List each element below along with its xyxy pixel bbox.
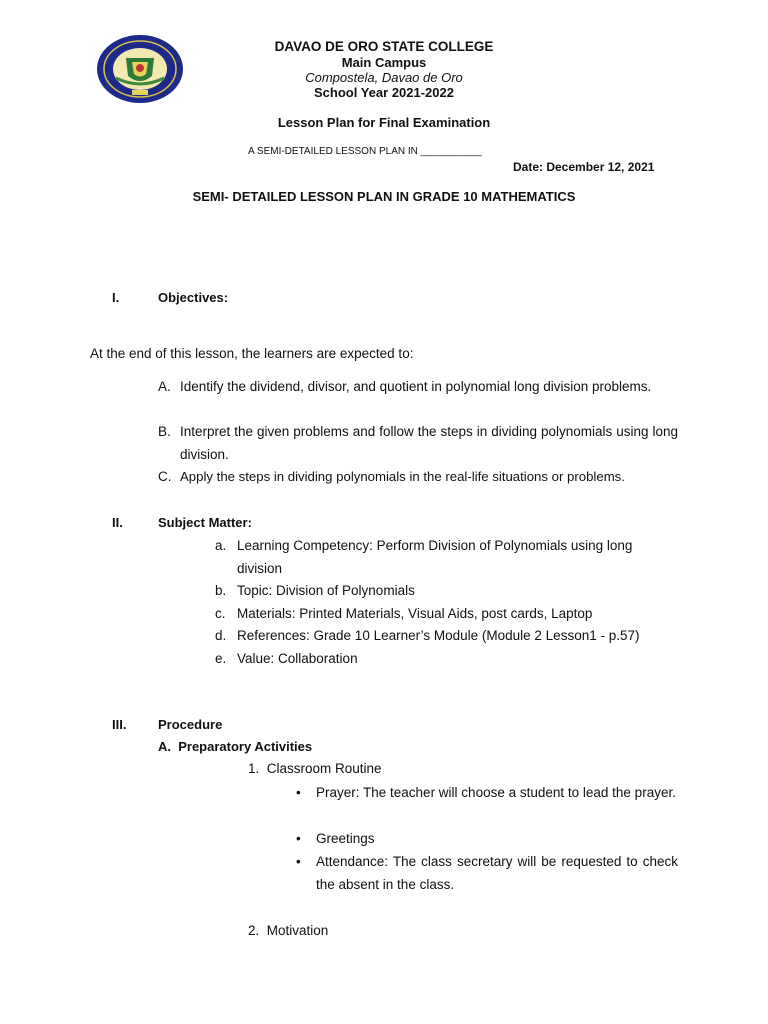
main-title: SEMI- DETAILED LESSON PLAN IN GRADE 10 MATHEMATICS xyxy=(192,189,576,204)
step-motivation: 2. Motivation xyxy=(248,923,329,938)
item-text: Learning Competency: Perform Division of Polynomials using long division xyxy=(237,538,633,576)
subject-item xyxy=(215,535,678,580)
bullet-icon: • xyxy=(296,785,301,800)
bullet-item xyxy=(296,851,678,896)
item-text: Topic: Division of Polynomials xyxy=(237,583,415,598)
step-classroom-routine: 1. Classroom Routine xyxy=(248,761,382,776)
item-text: References: Grade 10 Learner’s Module (Module 2 Lesson1 - p.57) xyxy=(237,628,640,643)
item-text: Value: Collaboration xyxy=(237,651,358,666)
item-label: c. xyxy=(215,606,226,621)
objective-item xyxy=(158,421,678,466)
item-label: C. xyxy=(158,469,172,484)
item-label: b. xyxy=(215,583,227,598)
school-year: School Year 2021-2022 xyxy=(314,85,454,100)
college-name: DAVAO DE ORO STATE COLLEGE xyxy=(274,39,494,54)
bullet-item xyxy=(296,782,678,805)
item-label: a. xyxy=(215,538,227,553)
campus-name: Main Campus xyxy=(341,55,427,70)
bullet-icon: • xyxy=(296,831,301,846)
subject-item xyxy=(215,625,685,648)
bullet-text: Attendance: The class secretary will be requested to check the absent in the class. xyxy=(316,854,678,892)
procedure-numeral: III. xyxy=(112,717,127,732)
procedure-title: Procedure xyxy=(158,717,223,732)
item-text: Materials: Printed Materials, Visual Aids, post cards, Laptop xyxy=(237,606,593,621)
subject-matter-title: Subject Matter: xyxy=(158,515,252,530)
subject-matter-numeral: II. xyxy=(112,515,123,530)
lesson-date: Date: December 12, 2021 xyxy=(513,160,655,174)
subject-item xyxy=(215,648,678,671)
plan-title: Lesson Plan for Final Examination xyxy=(277,115,491,130)
bullet-text: Prayer: The teacher will choose a student to lead the prayer. xyxy=(316,785,676,800)
item-label: e. xyxy=(215,651,227,666)
item-label: B. xyxy=(158,424,171,439)
bullet-item xyxy=(296,828,678,851)
objective-item xyxy=(158,376,678,399)
college-location: Compostela, Davao de Oro xyxy=(305,70,463,85)
bullet-icon: • xyxy=(296,854,301,869)
item-text: Apply the steps in dividing polynomials in the real-life situations or problems. xyxy=(180,469,625,484)
subject-item xyxy=(215,580,678,603)
objective-item xyxy=(158,466,678,489)
preparatory-activities-title: A. Preparatory Activities xyxy=(158,739,313,754)
objectives-numeral: I. xyxy=(112,290,120,305)
item-text: Identify the dividend, divisor, and quotient in polynomial long division problems. xyxy=(180,379,652,394)
bullet-text: Greetings xyxy=(316,831,375,846)
item-label: d. xyxy=(215,628,227,643)
item-text: Interpret the given problems and follow the steps in dividing polynomials using long division. xyxy=(180,424,678,462)
subject-item xyxy=(215,603,678,626)
objectives-intro: At the end of this lesson, the learners are expected to: xyxy=(90,346,414,361)
objectives-title: Objectives: xyxy=(158,290,229,305)
item-label: A. xyxy=(158,379,171,394)
semi-detailed-in-line: A SEMI-DETAILED LESSON PLAN IN ___________ xyxy=(248,146,482,157)
